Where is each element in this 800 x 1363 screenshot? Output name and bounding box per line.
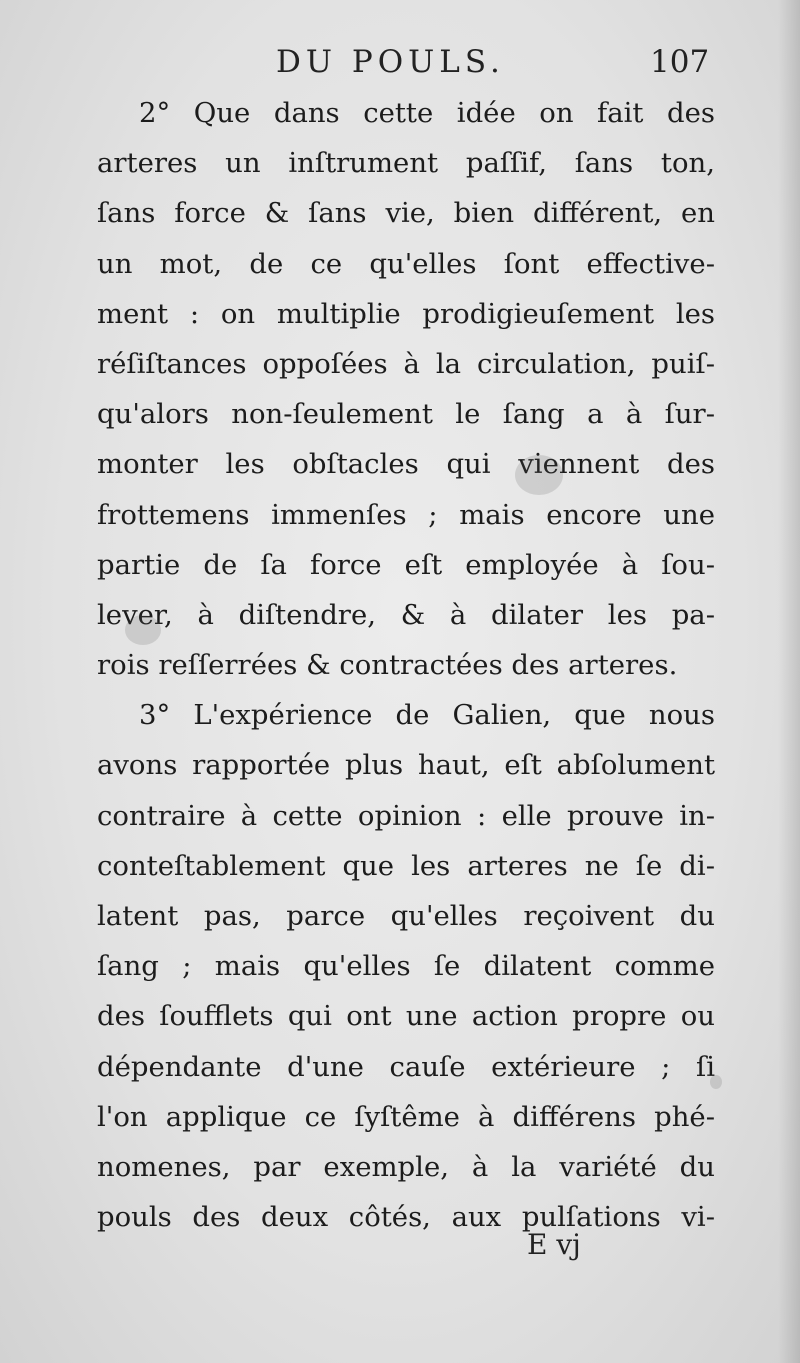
page-edge-shadow xyxy=(778,0,800,1363)
paper-stain xyxy=(515,455,563,495)
text-line: pouls des deux côtés, aux pulſations vi- xyxy=(97,1201,715,1234)
text-line: rois reſſerrées & contractées des arteres. xyxy=(97,649,678,682)
text-line: ſang ; mais qu'elles ſe dilatent comme xyxy=(97,950,715,983)
text-line: 2° Que dans cette idée on fait des xyxy=(139,97,715,129)
text-line: dépendante d'une cauſe extérieure ; ſi xyxy=(97,1050,715,1083)
text-line: avons rapportée plus haut, eſt abſolument xyxy=(97,749,715,782)
text-line: réſiſtances oppoſées à la circulation, puiſ- xyxy=(97,347,715,380)
paper-stain xyxy=(710,1075,722,1089)
text-line: qu'alors non-ſeulement le ſang a à ſur- xyxy=(97,398,715,431)
signature-mark: E vj xyxy=(527,1228,581,1261)
running-head xyxy=(0,44,800,90)
text-line: monter les obſtacles qui viennent des xyxy=(97,448,715,481)
page-number: 107 xyxy=(650,44,710,80)
text-line: un mot, de ce qu'elles ſont effectivе- xyxy=(97,247,715,280)
text-line: arteres un inſtrument paſſif, ſans ton, xyxy=(97,147,715,180)
text-line: frottemens immenſes ; mais encore une xyxy=(97,498,715,531)
text-line: ſans force & ſans vie, bien différent, en xyxy=(97,197,715,230)
text-line: l'on applique ce ſyſtême à différens phé- xyxy=(97,1100,715,1133)
text-line: partie de ſa force eſt employée à ſou- xyxy=(97,548,715,581)
text-line: des ſoufflets qui ont une action propre ou xyxy=(97,1000,715,1033)
text-line: 3° L'expérience de Galien, que nous xyxy=(139,699,715,732)
text-line: contraire à cette opinion : elle prouve in- xyxy=(97,799,715,832)
text-block xyxy=(97,88,715,1242)
text-line: nomenes, par exemple, à la variété du xyxy=(97,1150,715,1183)
text-line: lever, à diſtendre, & à dilater les pa- xyxy=(97,598,715,631)
text-line: latent pas, parce qu'elles reçoivent du xyxy=(97,900,715,932)
text-line: conteſtablement que les arteres ne ſe di- xyxy=(97,849,715,882)
paper-stain xyxy=(125,615,161,645)
running-title: DU POULS. xyxy=(276,44,505,80)
text-line: ment : on multiplie prodigieuſement les xyxy=(97,297,715,330)
